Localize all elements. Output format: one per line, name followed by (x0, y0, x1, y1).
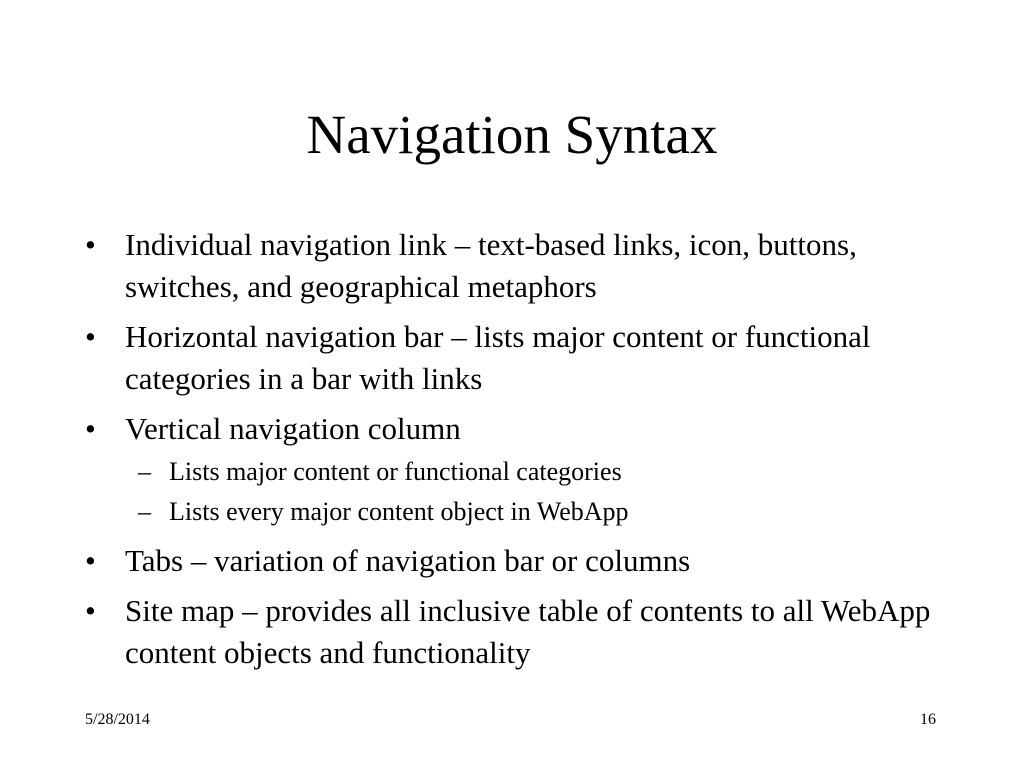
bullet-marker: • (85, 593, 96, 628)
sub-bullet-text: Lists major content or functional categories (169, 457, 622, 486)
bullet-item (85, 316, 965, 400)
bullet-item (85, 540, 965, 582)
bullet-text: Site map – provides all inclusive table of contents to all WebApp content objects and functionality (125, 593, 931, 670)
bullet-text: Tabs – variation of navigation bar or columns (125, 543, 691, 578)
bullet-marker: • (85, 411, 96, 446)
bullet-item (85, 408, 965, 532)
bullet-item (85, 224, 965, 308)
sub-bullet-item (85, 492, 965, 532)
bullet-text: Individual navigation link – text-based links, icon, buttons, switches, and geographical metaphors (125, 227, 857, 304)
bullet-text: Vertical navigation column (125, 411, 461, 446)
bullet-item (85, 590, 965, 674)
bullet-list (85, 224, 965, 682)
bullet-text: Horizontal navigation bar – lists major content or functional categories in a bar with links (125, 319, 871, 396)
sub-bullet-list (125, 452, 965, 532)
sub-bullet-text: Lists every major content object in WebApp (169, 497, 629, 526)
footer-page-number: 16 (920, 711, 936, 728)
bullet-marker: • (85, 543, 96, 578)
sub-bullet-item (85, 452, 965, 492)
slide-title: Navigation Syntax (306, 104, 718, 165)
sub-bullet-marker: – (138, 497, 151, 526)
sub-bullet-marker: – (138, 457, 151, 486)
bullet-marker: • (85, 319, 96, 354)
footer-date: 5/28/2014 (85, 711, 150, 728)
bullet-marker: • (85, 227, 96, 262)
